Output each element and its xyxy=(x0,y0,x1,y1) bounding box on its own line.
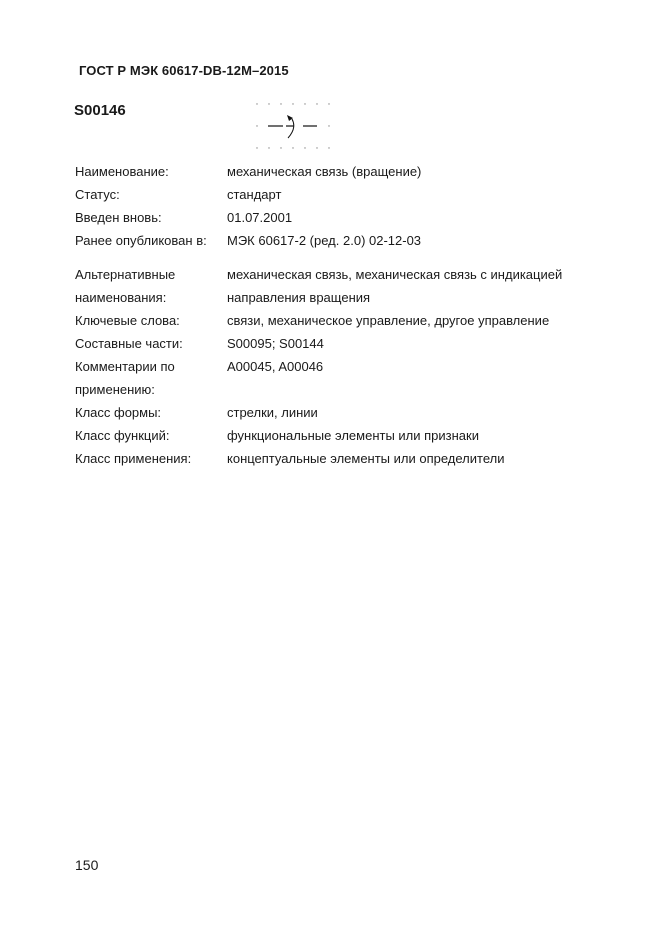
field-value: стандарт xyxy=(227,187,282,202)
field-label: Ранее опубликован в: xyxy=(75,233,207,248)
field-value: связи, механическое управление, другое управление xyxy=(227,313,550,328)
field-label: Ключевые слова: xyxy=(75,313,180,328)
field-value: 01.07.2001 xyxy=(227,210,293,225)
field-label: Комментарии по xyxy=(75,359,175,374)
field-value: A00045, A00046 xyxy=(227,359,324,374)
field-value: функциональные элементы или признаки xyxy=(227,428,479,443)
field-label: наименования: xyxy=(75,290,167,305)
standard-header: ГОСТ Р МЭК 60617-DB-12M–2015 xyxy=(79,63,289,78)
page-number: 150 xyxy=(75,857,99,873)
field-label: Альтернативные xyxy=(75,267,176,282)
field-value: направления вращения xyxy=(227,290,371,305)
field-label: Класс функций: xyxy=(75,428,170,443)
field-label: применению: xyxy=(75,382,155,397)
field-label: Класс применения: xyxy=(75,451,192,466)
field-value: концептуальные элементы или определители xyxy=(227,451,505,466)
field-value: механическая связь, механическая связь с индикацией xyxy=(227,267,563,282)
field-label: Наименование: xyxy=(75,164,169,179)
field-label: Составные части: xyxy=(75,336,183,351)
field-value: S00095; S00144 xyxy=(227,336,324,351)
field-value: механическая связь (вращение) xyxy=(227,164,422,179)
field-value: МЭК 60617-2 (ред. 2.0) 02-12-03 xyxy=(227,233,422,248)
field-label: Класс формы: xyxy=(75,405,162,420)
field-label: Введен вновь: xyxy=(75,210,162,225)
mechanical-link-rotation-icon xyxy=(255,100,331,152)
field-value: стрелки, линии xyxy=(227,405,318,420)
field-label: Статус: xyxy=(75,187,120,202)
symbol-code: S00146 xyxy=(74,102,126,119)
